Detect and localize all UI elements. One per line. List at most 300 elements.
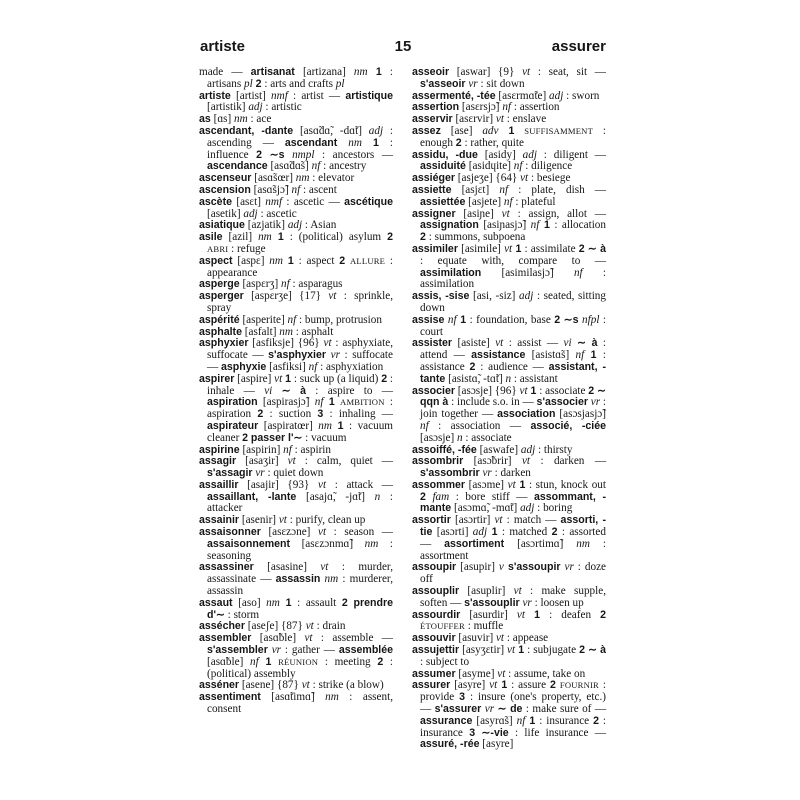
dictionary-entry bbox=[199, 232, 393, 256]
entry-text: : assistance bbox=[420, 349, 606, 373]
entry-text: : audience — bbox=[475, 360, 549, 373]
entry-text: : seated, sitting down bbox=[420, 290, 606, 314]
headword: ∼ de bbox=[494, 703, 523, 716]
entry-text: : plate, dish — bbox=[508, 183, 606, 196]
headword: 3 bbox=[317, 408, 324, 421]
headword: 2 ∼ qqn à bbox=[420, 384, 607, 409]
part-of-speech: vt bbox=[278, 514, 287, 527]
headword: s'assurer bbox=[434, 703, 482, 716]
synonym-label: RÉUNION bbox=[278, 656, 319, 667]
entry-text: : darken bbox=[491, 467, 531, 480]
dictionary-entry bbox=[199, 91, 393, 115]
synonym-label: FOURNIR bbox=[559, 680, 599, 691]
headword: 2 bbox=[455, 136, 462, 149]
headword: asphyxie bbox=[220, 360, 267, 373]
entry-text: : Asian bbox=[302, 219, 337, 232]
entry-text: [asɔrtir] bbox=[450, 514, 495, 527]
part-of-speech: nf bbox=[502, 101, 512, 114]
headword: s'assoupir bbox=[503, 561, 561, 574]
entry-text: : ascetic — bbox=[282, 195, 345, 208]
headword: 2 bbox=[600, 608, 606, 621]
page-number: 15 bbox=[394, 38, 412, 55]
headword: assommer bbox=[412, 478, 465, 491]
entry-text: [asene] {87} bbox=[239, 679, 302, 692]
part-of-speech: nm bbox=[324, 573, 339, 586]
entry-text: [asjete] bbox=[465, 195, 504, 208]
headword: assidu, -due bbox=[412, 148, 478, 161]
part-of-speech: nf bbox=[283, 443, 292, 456]
entry-text: [asiɲe] bbox=[455, 207, 502, 220]
headword: assimiler bbox=[412, 242, 458, 255]
part-of-speech: vt bbox=[507, 478, 516, 491]
headword: assurer bbox=[412, 679, 451, 692]
dictionary-entry bbox=[199, 562, 393, 597]
entry-text: : insure (one's property, etc.) — bbox=[420, 691, 606, 716]
headword: 1 bbox=[361, 136, 379, 149]
entry-text: [asidɥite] bbox=[465, 160, 514, 173]
entry-text: [asi, -siz] bbox=[469, 290, 520, 303]
entry-text: [azjatik] bbox=[244, 219, 288, 232]
entry-text: : plateful bbox=[512, 195, 556, 208]
part-of-speech: vt bbox=[522, 66, 531, 78]
entry-text: [asɔ̃brir] bbox=[463, 455, 522, 468]
entry-text: : aspect bbox=[293, 254, 340, 267]
entry-text: : diligent — bbox=[536, 148, 606, 161]
headword: association bbox=[497, 408, 556, 421]
entry-text: : ascending — bbox=[207, 124, 394, 149]
entry-text: [asyʒɛtir] bbox=[459, 644, 508, 657]
dictionary-entry bbox=[199, 256, 393, 280]
part-of-speech: nf bbox=[516, 714, 526, 727]
headword: assiduité bbox=[420, 160, 466, 173]
entry-text: : inhale — bbox=[207, 372, 394, 397]
entry-text: : subjugate bbox=[524, 644, 580, 657]
entry-text: [asɑ̃sœr] bbox=[251, 172, 296, 185]
entry-text: : ascetic bbox=[257, 207, 297, 220]
entry-text: : murder, assassinate — bbox=[207, 561, 393, 586]
part-of-speech: pl bbox=[243, 77, 253, 90]
dictionary-entry bbox=[412, 610, 606, 634]
entry-text: made — bbox=[199, 66, 251, 78]
part-of-speech: nm bbox=[234, 113, 248, 126]
dictionary-entry bbox=[412, 150, 606, 174]
synonym-label: SUFFISAMMENT bbox=[524, 125, 594, 136]
entry-text: : bore stiff — bbox=[449, 490, 534, 503]
headword: assez bbox=[412, 124, 441, 137]
headword: assermenté, -tée bbox=[412, 89, 496, 102]
headword: assommant, -mante bbox=[420, 490, 606, 515]
entry-text: [asjɛt] bbox=[451, 183, 500, 196]
headword: 1 bbox=[584, 349, 597, 362]
entry-text: : assertion bbox=[511, 101, 560, 114]
entry-text: : (political) asylum bbox=[283, 231, 388, 244]
part-of-speech: nf bbox=[287, 313, 297, 326]
headword: assumer bbox=[412, 667, 456, 680]
dictionary-entry bbox=[199, 374, 393, 445]
headword: aspirer bbox=[199, 372, 235, 385]
headword: assécher bbox=[199, 620, 245, 633]
entry-text: : assistant bbox=[511, 372, 558, 385]
headword: s'associer bbox=[536, 396, 588, 409]
part-of-speech: nm bbox=[348, 136, 362, 149]
headword: assagir bbox=[199, 455, 237, 468]
entry-text: [asɛrmɑ̃te] bbox=[495, 89, 550, 102]
headword: assister bbox=[412, 337, 453, 350]
entry-text: [asajɑ̃, -jɑ̃t] bbox=[296, 490, 375, 503]
entry-text: [aspirasjɔ̃] bbox=[257, 396, 315, 409]
headword: assaillant, -lante bbox=[207, 490, 297, 503]
headword: 1 bbox=[367, 66, 382, 78]
entry-text: [asaʒir] bbox=[236, 455, 288, 468]
headword: 2 bbox=[257, 408, 264, 421]
headword: 1 bbox=[498, 124, 515, 137]
part-of-speech: vi bbox=[563, 337, 572, 350]
entry-text: : asphalt bbox=[292, 325, 334, 338]
part-of-speech: n bbox=[456, 431, 463, 444]
entry-text: [asiɲasjɔ̃] bbox=[478, 219, 531, 232]
headword: 1 bbox=[279, 596, 292, 609]
part-of-speech: pl bbox=[335, 77, 345, 90]
entry-text: : equate with, compare to — bbox=[420, 254, 606, 267]
headword: aspect bbox=[199, 254, 233, 267]
part-of-speech: v bbox=[498, 561, 504, 574]
entry-text: : bump, protrusion bbox=[296, 313, 382, 326]
entry-text: : aspire to — bbox=[305, 384, 393, 397]
headword: 1 bbox=[271, 231, 284, 244]
entry-text: : strike (a blow) bbox=[309, 679, 384, 692]
entry-text: [artistik] bbox=[207, 101, 249, 114]
dictionary-entry bbox=[412, 291, 606, 315]
entry-text: [asperite] bbox=[239, 313, 288, 326]
part-of-speech: nm bbox=[279, 325, 293, 338]
entry-text: [ɑs] bbox=[210, 113, 235, 126]
entry-text: : ancestors — bbox=[314, 148, 394, 161]
part-of-speech: vt bbox=[489, 679, 498, 692]
headword: 2 bbox=[339, 254, 346, 267]
entry-text: [asyme] bbox=[455, 667, 498, 680]
entry-text: [asuplir] bbox=[459, 585, 514, 598]
dictionary-entry bbox=[199, 692, 393, 716]
entry-text: [ase] bbox=[440, 124, 483, 137]
entry-text: : enslave bbox=[503, 113, 547, 126]
dictionary-entry bbox=[412, 315, 606, 339]
dictionary-entry bbox=[199, 291, 393, 315]
entry-text: : boring bbox=[534, 502, 573, 515]
headword: s'asseoir bbox=[420, 77, 466, 90]
part-of-speech: nf bbox=[420, 419, 429, 432]
headword: aspiration bbox=[207, 396, 258, 409]
entry-text: : match — bbox=[502, 514, 561, 527]
dictionary-entry bbox=[412, 67, 606, 91]
part-of-speech: nm bbox=[266, 596, 280, 609]
entry-text: [artizana] bbox=[294, 66, 354, 78]
entry-text: : vacuum bbox=[302, 431, 347, 444]
part-of-speech: vi bbox=[264, 384, 273, 397]
part-of-speech: adj bbox=[522, 148, 537, 161]
headword: 1 bbox=[515, 478, 526, 491]
part-of-speech: vt bbox=[304, 632, 313, 645]
entry-text: [asupir] bbox=[456, 561, 499, 574]
headword: ascendance bbox=[207, 160, 268, 173]
headword: assiéger bbox=[412, 172, 455, 185]
headword: asphyxier bbox=[199, 337, 249, 350]
part-of-speech: adj bbox=[287, 219, 303, 232]
part-of-speech: vr bbox=[271, 644, 282, 657]
entry-text: [aspire] bbox=[234, 372, 275, 385]
part-of-speech: nmf bbox=[265, 195, 283, 208]
entry-text: : quiet down bbox=[264, 467, 324, 480]
headword: ascendant bbox=[284, 136, 338, 149]
headword: assassin bbox=[275, 573, 321, 586]
entry-text: : assemble — bbox=[312, 632, 393, 645]
headword: assainir bbox=[199, 514, 240, 527]
headword: ascétique bbox=[344, 195, 394, 208]
entry-text: [asyrɑ̃s] bbox=[472, 714, 517, 727]
part-of-speech: adj bbox=[549, 89, 564, 102]
dictionary-entry bbox=[199, 480, 393, 515]
entry-text: [asɔrtimɑ̃] bbox=[504, 537, 577, 550]
entry-text: [asyre] bbox=[479, 738, 514, 751]
headword: assentiment bbox=[199, 691, 261, 704]
headword: 1 bbox=[487, 526, 498, 539]
headword: assourdir bbox=[412, 608, 461, 621]
entry-text: : besiege bbox=[528, 172, 571, 185]
entry-text: : life insurance — bbox=[508, 726, 606, 739]
headword: 2 bbox=[469, 360, 476, 373]
entry-text: [aspɛ] bbox=[232, 254, 270, 267]
entry-text: : doze off bbox=[420, 561, 607, 586]
headword: assombrir bbox=[412, 455, 464, 468]
entry-text: : foundation, base bbox=[466, 313, 555, 326]
entry-text: : influence bbox=[207, 136, 394, 161]
entry-text: : elevator bbox=[309, 172, 355, 185]
entry-text: : assent, consent bbox=[207, 691, 393, 716]
entry-text: : matched bbox=[497, 526, 552, 539]
headword: s'asphyxier bbox=[268, 349, 327, 362]
headword: 2 ∼ à bbox=[579, 644, 606, 657]
headword: 2 passer l'∼ bbox=[242, 431, 303, 444]
dictionary-entry bbox=[412, 244, 606, 291]
part-of-speech: nf bbox=[308, 360, 318, 373]
part-of-speech: vt bbox=[516, 608, 525, 621]
entry-text: [asɛrsjɔ̃] bbox=[459, 101, 503, 114]
part-of-speech: vt bbox=[323, 337, 332, 350]
part-of-speech: nf bbox=[503, 195, 513, 208]
dictionary-entry bbox=[199, 527, 393, 562]
dictionary-entry bbox=[199, 633, 393, 680]
entry-text: : assault bbox=[291, 596, 342, 609]
entry-text: : make sure of — bbox=[522, 703, 607, 716]
part-of-speech: nm bbox=[364, 537, 379, 550]
headword: assaut bbox=[199, 596, 233, 609]
headword: assujettir bbox=[412, 644, 460, 657]
part-of-speech: adj bbox=[368, 124, 384, 137]
entry-text: : (political) assembly bbox=[207, 655, 393, 680]
entry-text: : suction bbox=[263, 408, 318, 421]
part-of-speech: vt bbox=[513, 585, 522, 598]
dictionary-entry bbox=[199, 67, 393, 91]
entry-text: : court bbox=[420, 313, 607, 338]
headword: s'assagir bbox=[207, 467, 253, 480]
entry-text: : stun, knock out bbox=[525, 478, 606, 491]
headword: 2 bbox=[387, 231, 393, 244]
headword: 2 ∼s bbox=[256, 148, 285, 161]
part-of-speech: vt bbox=[507, 644, 516, 657]
entry-text: : appease bbox=[504, 632, 549, 645]
entry-text: : drain bbox=[313, 620, 346, 633]
part-of-speech: vt bbox=[501, 207, 510, 220]
entry-text: [asuvir] bbox=[455, 632, 496, 645]
entry-text: [asɑ̃ble] bbox=[207, 655, 250, 668]
entry-text: : gather — bbox=[281, 644, 339, 657]
headword: assortiment bbox=[444, 537, 505, 550]
headword: artiste bbox=[199, 89, 231, 102]
entry-text: : assign, allot — bbox=[509, 207, 606, 220]
entry-text: [asɔrti] bbox=[432, 526, 473, 539]
headword: 2 bbox=[550, 679, 556, 692]
part-of-speech: vr bbox=[522, 596, 532, 609]
part-of-speech: adv bbox=[482, 124, 499, 137]
entry-text: : aspiration bbox=[207, 396, 393, 421]
headword: asseoir bbox=[412, 66, 450, 78]
part-of-speech: vr bbox=[255, 467, 265, 480]
entry-text: [artist] bbox=[230, 89, 272, 102]
part-of-speech: vt bbox=[497, 667, 506, 680]
part-of-speech: nf bbox=[530, 219, 540, 232]
headword: assiette bbox=[412, 183, 452, 196]
headword: asséner bbox=[199, 679, 240, 692]
entry-text: [asfiksje] {96} bbox=[248, 337, 324, 350]
entry-text: [aspɛrʒ] bbox=[239, 278, 281, 291]
headword: aspirine bbox=[199, 443, 240, 456]
entry-text: : storm bbox=[224, 608, 260, 621]
right-column bbox=[412, 67, 606, 751]
entry-text: : rather, quite bbox=[461, 136, 524, 149]
entry-text: [aso] bbox=[232, 596, 267, 609]
dictionary-entry bbox=[412, 126, 606, 150]
left-column bbox=[199, 67, 393, 716]
part-of-speech: vt bbox=[305, 620, 314, 633]
entry-text: : purify, clean up bbox=[286, 514, 366, 527]
headword: ∼ à bbox=[571, 337, 598, 350]
headword: asservir bbox=[412, 113, 453, 126]
left-guideword: artiste bbox=[200, 38, 246, 55]
entry-text: : assure bbox=[507, 679, 551, 692]
headword: 1 bbox=[331, 419, 344, 432]
entry-text: [asɔme] bbox=[465, 478, 508, 491]
entry-text: [asasine] bbox=[253, 561, 321, 574]
entry-text: [asɑ̃dɑ̃, -dɑ̃t] bbox=[293, 124, 369, 137]
headword: s'assembler bbox=[207, 644, 268, 657]
entry-text: : ancestry bbox=[320, 160, 367, 173]
headword: asiatique bbox=[199, 219, 245, 232]
entry-text: : asphyxiate, suffocate — bbox=[207, 337, 393, 362]
headword: 3 bbox=[459, 691, 466, 704]
part-of-speech: vt bbox=[318, 526, 327, 539]
part-of-speech: nm bbox=[318, 419, 332, 432]
entry-text: : insurance bbox=[420, 714, 607, 739]
entry-text: [asɔsje] bbox=[420, 431, 457, 444]
dictionary-entry bbox=[412, 645, 606, 669]
headword: assorti, -tie bbox=[420, 514, 606, 539]
entry-text: [asɑ̃dɑ̃s] bbox=[267, 160, 312, 173]
entry-text: : deafen bbox=[540, 608, 601, 621]
entry-text: [asɔsjasjɔ̃] bbox=[555, 408, 606, 421]
entry-text: : sit down bbox=[477, 77, 525, 90]
part-of-speech: adj bbox=[472, 526, 488, 539]
part-of-speech: adj bbox=[520, 443, 536, 456]
entry-text: : suck up (a liquid) bbox=[291, 372, 382, 385]
synonym-label: ÉTOUFFER bbox=[420, 621, 465, 632]
part-of-speech: nm bbox=[353, 66, 368, 78]
synonym-label: ABRI bbox=[207, 243, 229, 254]
synonym-label: AMBITION bbox=[340, 397, 385, 408]
headword: asperge bbox=[199, 278, 240, 291]
entry-text: : attacker bbox=[207, 490, 393, 515]
entry-text: : sworn bbox=[563, 89, 600, 102]
headword: assistance bbox=[471, 349, 526, 362]
headword: 1 bbox=[512, 242, 522, 255]
dictionary-entry bbox=[199, 338, 393, 373]
entry-text: : darken — bbox=[530, 455, 607, 468]
part-of-speech: vt bbox=[495, 113, 504, 126]
entry-text: [asɛzɔnmɑ̃] bbox=[290, 537, 365, 550]
entry-text: : attend — bbox=[420, 337, 607, 362]
part-of-speech: vt bbox=[519, 384, 528, 397]
entry-text: [asajir] {93} bbox=[238, 478, 318, 491]
part-of-speech: fam bbox=[432, 490, 450, 503]
entry-text: : aspirin bbox=[291, 443, 331, 456]
entry-text: [asenir] bbox=[239, 514, 279, 527]
headword: ascenseur bbox=[199, 172, 252, 185]
entry-text: : artisans bbox=[207, 66, 393, 90]
entry-text: : asparagus bbox=[289, 278, 343, 291]
dictionary-entry bbox=[412, 456, 606, 480]
entry-text: [asɔmɑ̃, -mɑ̃t] bbox=[451, 502, 521, 515]
entry-text: : sprinkle, spray bbox=[207, 290, 393, 314]
headword: assembler bbox=[199, 632, 252, 645]
dictionary-entry bbox=[412, 586, 606, 610]
entry-text: : calm, quiet — bbox=[295, 455, 393, 468]
entry-text: : make supple, soften — bbox=[420, 585, 606, 609]
headword: assouvir bbox=[412, 632, 456, 645]
part-of-speech: vr bbox=[482, 467, 492, 480]
part-of-speech: vt bbox=[328, 290, 337, 303]
headword: 2 bbox=[377, 655, 384, 668]
headword: ∼ à bbox=[272, 384, 306, 397]
entry-text: [asistɑ̃, -tɑ̃t] bbox=[445, 372, 506, 385]
dictionary-entry bbox=[412, 562, 606, 586]
entry-text: : assimilate bbox=[521, 242, 579, 255]
entry-text: [aswafe] bbox=[476, 443, 521, 456]
entry-text: : ace bbox=[247, 113, 272, 126]
part-of-speech: vt bbox=[287, 455, 296, 468]
headword: aspérité bbox=[199, 313, 240, 326]
dictionary-entry bbox=[199, 598, 393, 622]
entry-text bbox=[514, 125, 524, 137]
headword: 2 ∼ à bbox=[578, 242, 607, 255]
entry-text: : ascent bbox=[300, 183, 337, 196]
part-of-speech: vt bbox=[521, 455, 531, 468]
part-of-speech: nf bbox=[513, 160, 523, 173]
part-of-speech: vt bbox=[494, 514, 503, 527]
entry-text: [asistɑ̃s] bbox=[525, 349, 576, 362]
entry-text: [asɑ̃timɑ̃] bbox=[260, 691, 326, 704]
headword: assigner bbox=[412, 207, 456, 220]
headword: assortir bbox=[412, 514, 451, 527]
part-of-speech: vr bbox=[590, 396, 601, 409]
headword: s'assouplir bbox=[464, 596, 520, 609]
